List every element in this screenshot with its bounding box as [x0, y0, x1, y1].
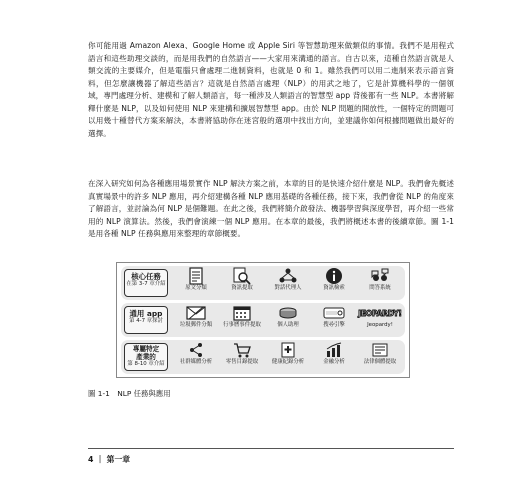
item-legal-entity: [357, 341, 403, 365]
item-label: Jeopardy!: [367, 322, 393, 328]
question-answer-icon: [357, 267, 403, 285]
item-label: 搜尋引擎: [323, 322, 345, 328]
row-industry-specific: [121, 340, 405, 374]
row-label-industry-specific: [124, 343, 168, 371]
item-text-classification: [173, 267, 219, 291]
health-record-icon: [265, 341, 311, 359]
item-label: 原文分類: [185, 285, 207, 291]
item-info-retrieval: [311, 267, 357, 291]
search-magnifier-icon: [219, 267, 265, 285]
item-label: 金融分析: [323, 359, 345, 365]
legal-scales-icon: [357, 341, 403, 359]
figure-nlp-tasks: [116, 262, 410, 378]
item-conversational-agent: [265, 267, 311, 291]
item-label: 零售目錄提取: [225, 359, 259, 365]
row-general-apps: [121, 303, 405, 337]
finance-chart-icon: [311, 341, 357, 359]
item-jeopardy: [357, 304, 403, 328]
info-icon: [311, 267, 357, 285]
row-subtitle: 在第 3-7 章介紹: [126, 281, 166, 287]
people-network-icon: [265, 267, 311, 285]
item-retail-catalog: [219, 341, 265, 365]
item-finance: [311, 341, 357, 365]
row-subtitle: 第 8-10 章介紹: [127, 361, 165, 367]
item-search-engine: [311, 304, 357, 328]
row-title: 通用 app: [129, 309, 163, 318]
row-subtitle: 第 4-7 章探討: [129, 318, 163, 324]
jeopardy-logo-text: JEOPARDY!: [358, 308, 402, 318]
item-label: 對話代理人: [274, 285, 302, 291]
calendar-icon: [219, 304, 265, 322]
item-social-media: [173, 341, 219, 365]
item-spam-classification: [173, 304, 219, 328]
row-title: 專屬特定產業的: [132, 345, 160, 361]
paragraph-1: 你可能用過 Amazon Alexa、Google Home 或 Apple Siri 等智慧助理來做類似的事情。我們不是用程式語言和這些助理交談的，而是用我們的自然語言——大家用來溝通的語言。自古以來，這種自然語言就是人類交流的主要媒介，但是電腦只會處理二進制資料，也就是 0 和 1。雖然我們可以用二進制來表示語言資料，但怎麼讓機器了解這些語言？這就是自然語言處理（NLP）的用武之地了，它是計算機科學的一個領域，專門處理分析、建模和了解人類語言，每一種涉及人類語言的智慧型 app 背後都有一些 NLP。本書將解釋什麼是 NLP，以及如何使用 NLP 來建構和擴展智慧型 app。由於 NLP 問題的開放性，一個特定的問題可以用幾十種替代方案來解決，本書將協助你在迷宮般的選項中找出方向，並建議你如何根據問題做出最好的選擇。: [88, 41, 454, 138]
row-label-core-tasks: [124, 269, 168, 297]
row-title: 核心任務: [131, 272, 161, 281]
smart-speaker-icon: [265, 304, 311, 322]
spam-mail-icon: [173, 304, 219, 322]
item-calendar-event: [219, 304, 265, 328]
item-label: 問答系統: [369, 285, 391, 291]
page-footer: 4 ｜ 第一章: [88, 455, 131, 464]
search-engine-icon: [311, 304, 357, 322]
paragraph-2: 在深入研究如何為各種應用場景實作 NLP 解決方案之前，本章的目的是快速介紹什麼是 NLP。我們會先概述真實場景中的許多 NLP 應用，再介紹建構各種 NLP 應用基礎的各種任務，接下來，我們會從 NLP 的角度來了解語言，並討論為何 NLP 是個難題。在此之後，我們將簡介啟發法、機器學習與深度學習，再介紹一些常用的 NLP 演算法。然後，我們會演練一個 NLP 應用。在本章的最後，我們將概述本書的後續章節。圖 1-1 是用各種 NLP 任務與應用來整理的章節概要。: [88, 179, 454, 239]
row-label-general-apps: [124, 306, 168, 334]
row-core-tasks: [121, 266, 405, 300]
social-media-icon: [173, 341, 219, 359]
jeopardy-logo-icon: [357, 304, 403, 322]
item-label: 資訊提取: [231, 285, 253, 291]
item-label: 行事曆事件提取: [223, 322, 261, 328]
item-label: 社群媒體分析: [179, 359, 213, 365]
item-label: 健康紀錄分析: [271, 359, 305, 365]
item-label: 垃圾郵件分類: [179, 322, 213, 328]
item-info-extraction: [219, 267, 265, 291]
footer-rule: [88, 448, 454, 449]
figure-caption: 圖 1-1 NLP 任務與應用: [88, 389, 171, 398]
retail-catalog-icon: [219, 341, 265, 359]
item-personal-assistant: [265, 304, 311, 328]
item-label: 法律個體提取: [363, 359, 397, 365]
item-label: 資訊檢索: [323, 285, 345, 291]
item-health-records: [265, 341, 311, 365]
item-question-answering: [357, 267, 403, 291]
item-label: 個人助理: [277, 322, 299, 328]
document-text-icon: [173, 267, 219, 285]
